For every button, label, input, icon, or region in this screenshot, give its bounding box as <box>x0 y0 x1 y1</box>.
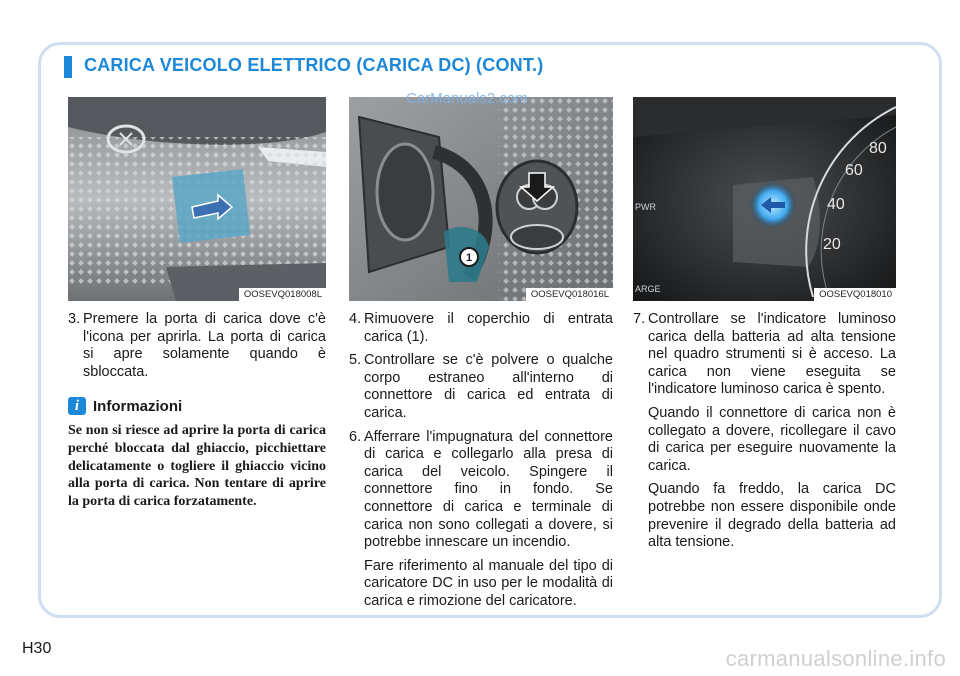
info-header <box>68 397 326 415</box>
gauge-tick-80: 80 <box>869 140 887 157</box>
step-text: Afferrare l'impugnatura del connettore di carica e collegarlo alla presa di carica del veicolo. Spingere il connettore fino in fondo. Se connettore di carica e terminale di carica non sono collegati a dovere, si potrebbe innescare un incendio. <box>364 428 613 551</box>
info-text: Se non si riesce ad aprire la porta di carica perché bloccata dal ghiaccio, picchiettare delicatamente o togliere il ghiaccio vicino alla porta di carica. Non tentare di aprire la porta di carica forzatamente. <box>68 423 326 509</box>
step-number: 6. <box>349 428 362 445</box>
note-cold-weather: Quando fa freddo, la carica DC potrebbe non essere disponibile onde prevenire il degrado della batteria ad alta tensione. <box>648 481 896 551</box>
title-accent-bar <box>64 56 72 78</box>
step-number: 5. <box>349 352 362 369</box>
page-number: H30 <box>22 640 52 657</box>
step-number: 3. <box>68 311 81 327</box>
gauge-tick-40: 40 <box>827 196 845 213</box>
photo-cluster <box>633 97 896 301</box>
gauge-tick-20: 20 <box>823 236 841 253</box>
column-1 <box>68 311 326 510</box>
step-5 <box>349 352 613 422</box>
step-4 <box>349 311 613 346</box>
step-text: Premere la porta di carica dove c'è l'icona per aprirla. La porta di carica si apre solamente quando è sbloccata. <box>83 311 326 380</box>
charge-connector-port-photo <box>349 97 613 301</box>
note-reconnect: Quando il connettore di carica non è collegato a dovere, ricollegare il cavo di carica per eseguire nuovamente la carica. <box>648 404 896 474</box>
column-2 <box>349 311 613 617</box>
step-text: Controllare se l'indicatore luminoso carica della batteria ad alta tensione nel quadro strumenti si è acceso. La carica non viene eseguita se l'indicatore luminoso carica è spento. <box>648 311 896 398</box>
step-text: Rimuovere il coperchio di entrata carica (1). <box>364 311 613 345</box>
step-7 <box>633 311 896 399</box>
photo-charge-door <box>68 97 326 301</box>
step-3 <box>68 311 326 381</box>
column-3 <box>633 311 896 558</box>
photo-charge-inlet <box>349 97 613 301</box>
footer-watermark: carmanualsonline.info <box>725 646 946 671</box>
step-number: 4. <box>349 311 362 327</box>
photo-caption: OOSEVQ018016L <box>526 288 613 301</box>
gauge-label-charge: ARGE <box>635 284 661 294</box>
photo-caption: OOSEVQ018010 <box>814 288 896 301</box>
note-dc-charger: Fare riferimento al manuale del tipo di caricatore DC in uso per le modalità di carica e rimozione del caricatore. <box>364 557 613 609</box>
step-number: 7. <box>633 311 646 327</box>
step-6 <box>349 429 613 552</box>
car-front-charge-door-photo <box>68 97 326 301</box>
step-text: Controllare se c'è polvere o qualche corpo estraneo all'interno di connettore di carica ed entrata di carica. <box>364 352 613 421</box>
photo-caption: OOSEVQ018008L <box>239 288 326 301</box>
info-icon: i <box>68 397 86 415</box>
gauge-label-pwr: PWR <box>635 202 656 212</box>
instrument-cluster-indicator-photo <box>633 97 896 301</box>
info-title: Informazioni <box>93 397 183 415</box>
callout-number: 1 <box>465 252 473 264</box>
gauge-tick-60: 60 <box>845 162 863 179</box>
section-title: CARICA VEICOLO ELETTRICO (CARICA DC) (CONT.) <box>84 55 544 75</box>
watermark-text: CarManuals2.com <box>406 90 528 107</box>
